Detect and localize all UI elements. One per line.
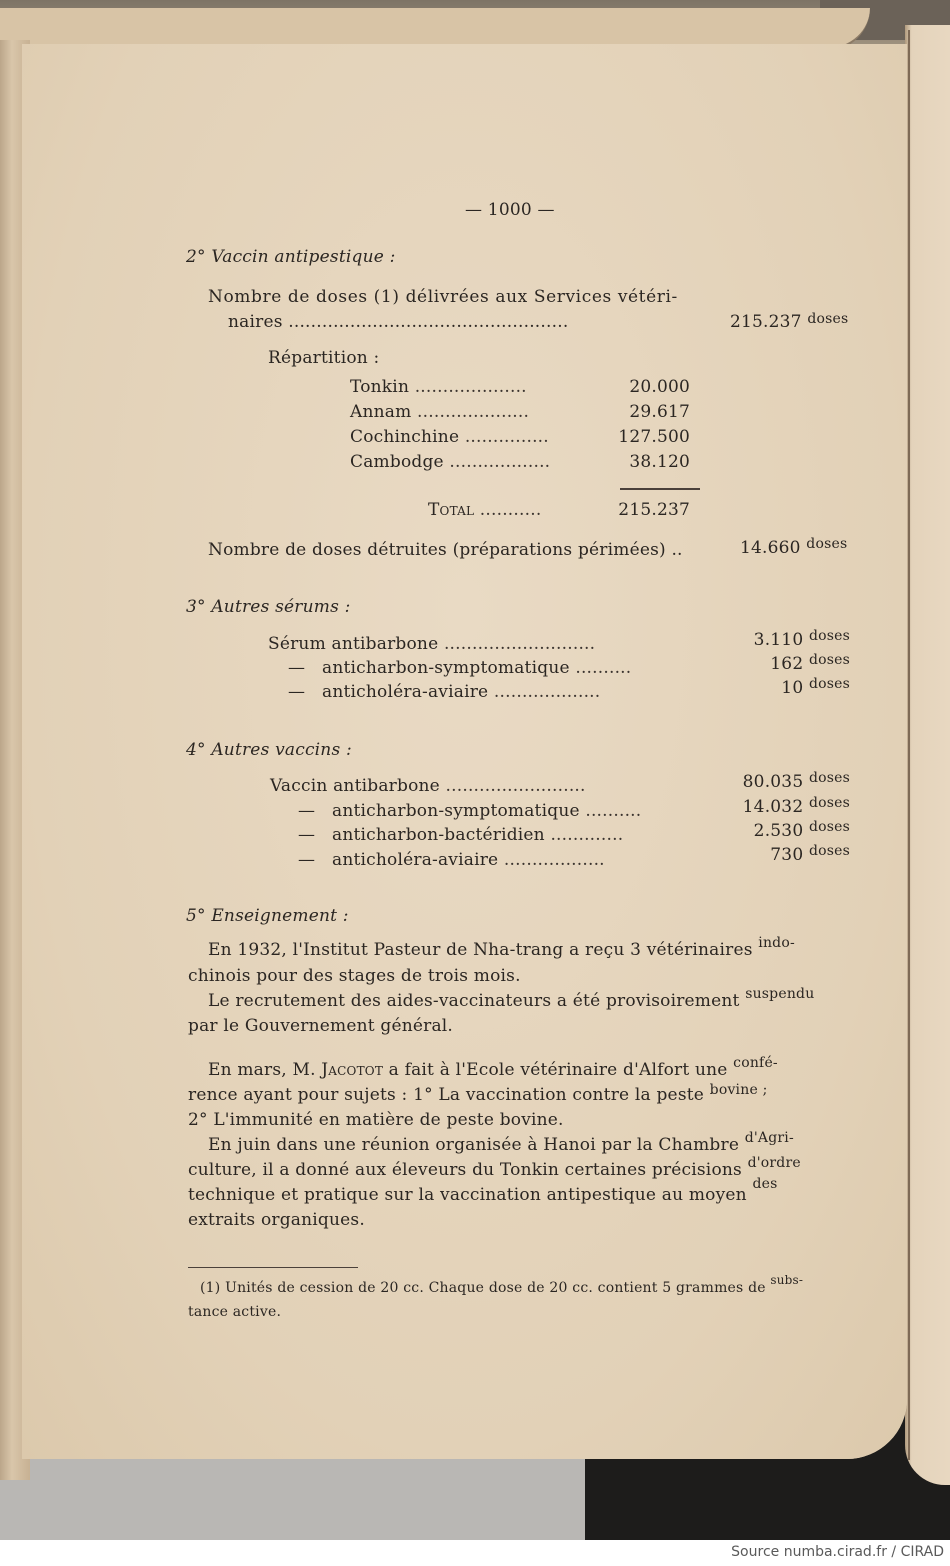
vaccine-value-anticharbon-symptomatique: [700, 797, 850, 817]
serum-value-anticharbon-symptomatique: [700, 654, 850, 674]
line-tail: d'ordre: [747, 1155, 801, 1171]
leader-dots: ....................: [414, 377, 527, 397]
item-prefix: Vaccin: [270, 776, 328, 796]
line-text: rence ayant pour sujets : 1° La vaccination contre la peste: [188, 1085, 705, 1105]
vaccine-value-anticholera-aviaire: [700, 845, 850, 865]
page-number: — 1000 —: [465, 200, 555, 220]
repartition-label: Répartition :: [268, 348, 380, 368]
line-text: En mars, M.: [208, 1060, 322, 1080]
paragraph-4-line-2: [188, 1155, 801, 1180]
paragraph-4-line-1: [208, 1130, 794, 1155]
line-tail: d'Agri-: [744, 1130, 794, 1146]
item-unit: doses: [808, 676, 850, 692]
item-unit: doses: [808, 652, 850, 668]
item-value: 80.035: [742, 772, 804, 792]
vaccine-value-antibarbone: [700, 772, 850, 792]
destroyed-value: [740, 538, 847, 558]
leader-dots: ..................: [449, 452, 551, 472]
item-unit: doses: [808, 795, 850, 811]
leader-dots: ..........: [575, 658, 632, 678]
region-name: Annam: [350, 402, 412, 422]
destroyed-value-number: 14.660: [740, 538, 801, 558]
vaccine-row-antibarbone: [270, 776, 586, 796]
total-label: Total: [428, 500, 475, 520]
item-unit: doses: [808, 843, 850, 859]
delivered-value: [730, 312, 848, 332]
leader-dots: .........................: [445, 776, 586, 796]
item-name: anticholéra-aviaire: [332, 850, 499, 870]
section-4-heading: 4° Autres vaccins :: [186, 740, 352, 760]
leader-dots: ...........................: [443, 634, 596, 654]
item-prefix: —: [298, 850, 316, 870]
line-tail: indo-: [758, 935, 795, 951]
section-2-heading: 2° Vaccin antipestique :: [186, 247, 396, 267]
item-value: 14.032: [742, 797, 804, 817]
region-name: Cochinchine: [350, 427, 460, 447]
line-text: a fait à l'Ecole vétérinaire d'Alfort une: [383, 1060, 728, 1080]
delivered-line-1: Nombre de doses (1) délivrées aux Services vétéri-: [208, 287, 678, 307]
item-name: antibarbone: [333, 776, 440, 796]
vaccine-row-anticharbon-bacteridien: [298, 825, 623, 845]
line-text: En 1932, l'Institut Pasteur de Nha-trang a reçu 3 vétérinaires: [208, 940, 753, 960]
item-value: 3.110: [753, 630, 804, 650]
paragraph-2-line-2: par le Gouvernement général.: [188, 1016, 454, 1036]
vaccine-row-anticholera-aviaire: [298, 850, 605, 870]
item-value: 10: [781, 678, 804, 698]
source-credit: Source numba.cirad.fr / CIRAD: [731, 1544, 944, 1560]
delivered-line-2: naires ..................................................: [228, 312, 569, 332]
item-unit: doses: [808, 770, 850, 786]
item-prefix: —: [298, 825, 316, 845]
item-name: anticholéra-aviaire: [322, 682, 489, 702]
delivered-unit: doses: [807, 311, 849, 327]
section-5-heading: 5° Enseignement :: [186, 906, 349, 926]
serum-value-antibarbone: [700, 630, 850, 650]
delivered-value-number: 215.237: [730, 312, 802, 332]
item-unit: doses: [808, 819, 850, 835]
leader-dots: ....................: [417, 402, 530, 422]
vaccine-row-anticharbon-symptomatique: [298, 801, 641, 821]
repartition-row-cochinchine: [350, 427, 549, 447]
repartition-value-tonkin: 20.000: [629, 377, 690, 397]
repartition-value-cochinchine: 127.500: [618, 427, 690, 447]
item-prefix: —: [288, 658, 306, 678]
serum-row-antibarbone: [268, 634, 595, 654]
leader-dots: ...............: [464, 427, 549, 447]
gutter-line: [908, 30, 910, 1460]
paragraph-2-line-1: [208, 986, 815, 1011]
item-value: 2.530: [753, 821, 804, 841]
section-3-heading: 3° Autres sérums :: [186, 597, 351, 617]
destroyed-label: Nombre de doses détruites (préparations périmées) ..: [208, 540, 683, 560]
book-page: [22, 44, 907, 1459]
line-text: (1) Unités de cession de 20 cc. Chaque dose de 20 cc. contient 5 grammes de: [200, 1280, 766, 1296]
footnote-rule: [188, 1267, 358, 1268]
serum-row-anticholera-aviaire: [288, 682, 600, 702]
item-name: anticharbon-symptomatique: [332, 801, 580, 821]
item-prefix: —: [298, 801, 316, 821]
leader-dots: ..........: [585, 801, 642, 821]
vaccine-value-anticharbon-bacteridien: [700, 821, 850, 841]
item-value: 730: [770, 845, 804, 865]
leader-dots: ...................: [493, 682, 601, 702]
person-name: Jacotot: [321, 1060, 384, 1080]
line-tail: des: [752, 1176, 778, 1192]
total-row: [428, 500, 541, 520]
serum-value-anticholera-aviaire: [700, 678, 850, 698]
repartition-row-tonkin: [350, 377, 527, 397]
paragraph-4-line-3: [188, 1176, 778, 1205]
paragraph-3-line-1: [208, 1055, 778, 1080]
line-tail: bovine ;: [709, 1082, 768, 1098]
facing-page-edge: [905, 25, 950, 1485]
repartition-value-cambodge: 38.120: [629, 452, 690, 472]
line-text: En juin dans une réunion organisée à Hanoi par la Chambre: [208, 1135, 740, 1155]
destroyed-unit: doses: [806, 536, 848, 552]
item-name: antibarbone: [331, 634, 439, 654]
item-name: anticharbon-symptomatique: [322, 658, 570, 678]
paragraph-3-line-2: [188, 1082, 768, 1105]
paragraph-1-line-1: [208, 935, 795, 960]
line-tail: suspendu: [745, 986, 815, 1002]
footnote-line-2: tance active.: [188, 1304, 282, 1320]
paragraph-1-line-2: chinois pour des stages de trois mois.: [188, 966, 521, 986]
repartition-value-annam: 29.617: [629, 402, 690, 422]
leader-dots: ...........: [479, 500, 542, 520]
serum-row-anticharbon-symptomatique: [288, 658, 631, 678]
repartition-row-cambodge: [350, 452, 550, 472]
line-text: technique et pratique sur la vaccination antipestique au moyen: [188, 1185, 747, 1205]
line-text: Le recrutement des aides-vaccinateurs a été provisoirement: [208, 991, 740, 1011]
item-prefix: —: [288, 682, 306, 702]
paragraph-4-line-4: extraits organiques.: [188, 1210, 365, 1230]
item-name: anticharbon-bactéridien: [332, 825, 545, 845]
total-rule: [620, 488, 700, 490]
line-tail: subs-: [770, 1273, 804, 1287]
item-prefix: Sérum: [268, 634, 326, 654]
footnote-line-1: [200, 1273, 804, 1296]
paragraph-3-line-3: 2° L'immunité en matière de peste bovine.: [188, 1110, 564, 1130]
region-name: Tonkin: [350, 377, 410, 397]
line-tail: confé-: [733, 1055, 778, 1071]
leader-dots: ..................: [503, 850, 605, 870]
leader-dots: .............: [550, 825, 624, 845]
region-name: Cambodge: [350, 452, 444, 472]
repartition-row-annam: [350, 402, 529, 422]
line-text: culture, il a donné aux éleveurs du Tonkin certaines précisions: [188, 1160, 742, 1180]
total-value: 215.237: [618, 500, 690, 520]
item-unit: doses: [808, 628, 850, 644]
item-value: 162: [770, 654, 804, 674]
